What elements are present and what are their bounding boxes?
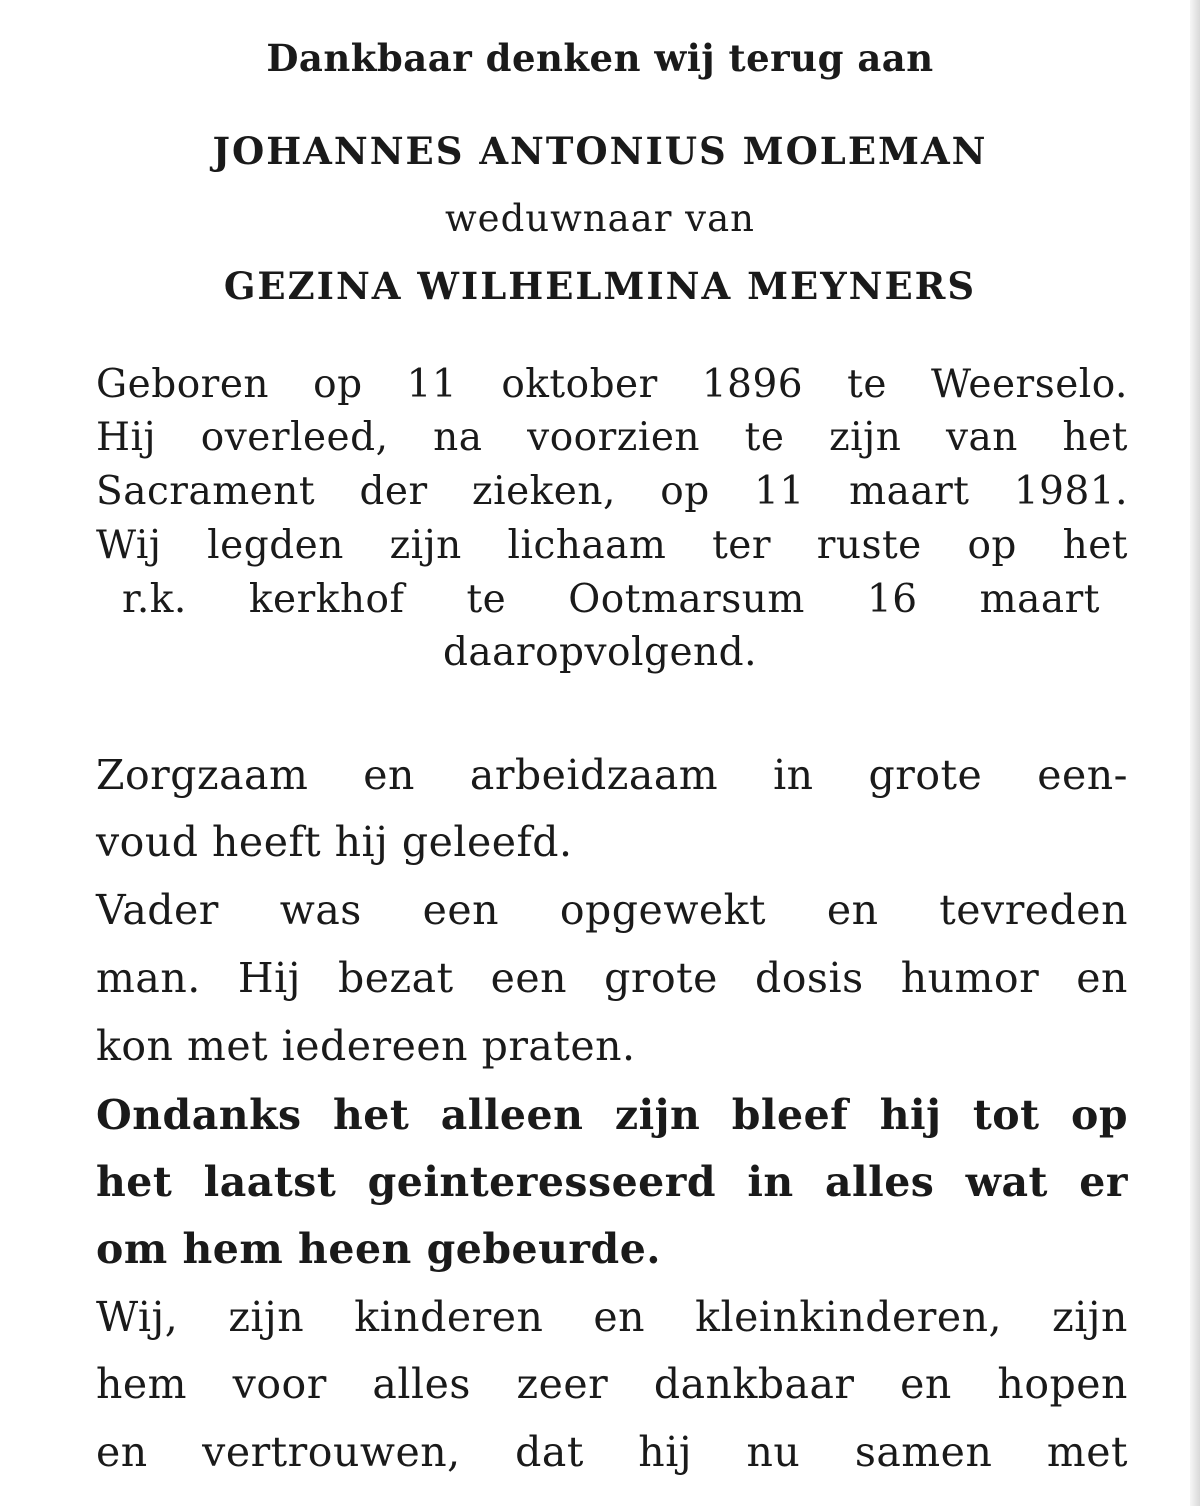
word: alles: [824, 1158, 935, 1206]
word: bleef: [731, 1091, 849, 1139]
word: en: [826, 886, 879, 934]
word: oktober: [501, 362, 658, 407]
word: in: [747, 1158, 794, 1206]
word: op: [660, 469, 710, 514]
word: 1896: [701, 362, 804, 407]
card-edge-shadow: [1190, 0, 1200, 1506]
word: en: [900, 1360, 952, 1408]
word: Geboren: [96, 362, 270, 407]
relation-text: weduwnaar van: [445, 197, 755, 240]
bio-line-5: [122, 577, 1100, 622]
word: Sacrament: [96, 469, 316, 514]
bio-line-4: [96, 523, 1128, 568]
word: 11: [754, 469, 805, 514]
word: samen: [854, 1428, 993, 1476]
word: dosis: [755, 954, 864, 1002]
word: maart: [979, 577, 1100, 622]
word: er: [1079, 1158, 1128, 1206]
paragraph-3-line-1: [96, 1091, 1128, 1139]
word: hopen: [997, 1360, 1128, 1408]
word: na: [433, 415, 483, 460]
paragraph-4-line-3: [96, 1428, 1128, 1476]
word: alleen: [440, 1091, 584, 1139]
word: Vader: [96, 886, 219, 934]
word: legden: [207, 523, 344, 568]
word: het: [1062, 523, 1128, 568]
word: hij: [638, 1428, 693, 1476]
word: r.k.: [122, 577, 187, 622]
word: op: [313, 362, 363, 407]
word: zijn: [389, 523, 462, 568]
word: een: [422, 886, 500, 934]
word: het: [332, 1091, 410, 1139]
word: in: [773, 751, 814, 799]
word: het: [96, 1158, 173, 1206]
word: en: [593, 1293, 646, 1341]
word: tot: [972, 1091, 1040, 1139]
word: bezat: [338, 954, 454, 1002]
word: en: [1076, 954, 1128, 1002]
word: ruste: [816, 523, 922, 568]
bio-line-6: daaropvolgend.: [442, 630, 758, 675]
word: een: [490, 954, 568, 1002]
word: zijn: [1052, 1293, 1128, 1341]
word: te: [847, 362, 887, 407]
word: Wij: [96, 523, 162, 568]
word: was: [279, 886, 362, 934]
word: zijn: [829, 415, 902, 460]
word: grote: [868, 751, 983, 799]
word: maart: [849, 469, 970, 514]
word: hij: [879, 1091, 942, 1139]
paragraph-2-line-3: kon met iedereen praten.: [96, 1022, 636, 1070]
paragraph-2-line-2: [96, 954, 1128, 1002]
word: 1981.: [1013, 469, 1128, 514]
bio-line-1: [96, 362, 1128, 407]
word: Hij: [237, 954, 301, 1002]
bio-line-3: [96, 469, 1128, 514]
word: wat: [965, 1158, 1048, 1206]
word: vertrouwen,: [202, 1428, 461, 1476]
word: Ondanks: [96, 1091, 302, 1139]
word: en: [96, 1428, 148, 1476]
word: kinderen: [354, 1293, 544, 1341]
word: ter: [712, 523, 771, 568]
word: te: [466, 577, 507, 622]
word: Zorgzaam: [96, 751, 309, 799]
word: arbeidzaam: [469, 751, 719, 799]
word: voor: [232, 1360, 327, 1408]
word: zijn: [228, 1293, 305, 1341]
word: geinteresseerd: [367, 1158, 717, 1206]
word: en: [363, 751, 415, 799]
word: Wij,: [96, 1293, 179, 1341]
spouse-name: GEZINA WILHELMINA MEYNERS: [223, 264, 977, 308]
paragraph-4-line-1: [96, 1293, 1128, 1341]
word: hem: [96, 1360, 188, 1408]
word: dankbaar: [653, 1360, 855, 1408]
word: tevreden: [939, 886, 1128, 934]
word: alles: [372, 1360, 471, 1408]
card-heading: Dankbaar denken wij terug aan: [266, 36, 934, 80]
word: der: [359, 469, 428, 514]
paragraph-3-line-2: [96, 1158, 1128, 1206]
word: zeer: [516, 1360, 609, 1408]
word: grote: [604, 954, 718, 1002]
word: zieken,: [472, 469, 616, 514]
word: kerkhof: [248, 577, 405, 622]
word: op: [1070, 1091, 1128, 1139]
word: nu: [746, 1428, 801, 1476]
paragraph-1-line-2: voud heeft hij geleefd.: [96, 818, 573, 866]
word: laatst: [203, 1158, 337, 1206]
word: dat: [515, 1428, 584, 1476]
word: Hij: [96, 415, 157, 460]
word: voorzien: [527, 415, 701, 460]
paragraph-1-line-1: [96, 751, 1128, 799]
word: 11: [406, 362, 458, 407]
word: met: [1046, 1428, 1128, 1476]
paragraph-4-line-2: [96, 1360, 1128, 1408]
word: zijn: [614, 1091, 701, 1139]
word: 16: [866, 577, 918, 622]
word: Weerselo.: [930, 362, 1128, 407]
word: lichaam: [507, 523, 667, 568]
deceased-name: JOHANNES ANTONIUS MOLEMAN: [212, 129, 988, 173]
word: op: [967, 523, 1017, 568]
word: man.: [96, 954, 201, 1002]
word: te: [744, 415, 785, 460]
paragraph-2-line-1: [96, 886, 1128, 934]
word: humor: [900, 954, 1040, 1002]
word: van: [945, 415, 1018, 460]
paragraph-3-line-3: om hem heen gebeurde.: [96, 1225, 662, 1273]
word: het: [1062, 415, 1128, 460]
word: kleinkinderen,: [695, 1293, 1003, 1341]
bio-line-2: [96, 415, 1128, 460]
word: Ootmarsum: [568, 577, 805, 622]
word: een-: [1037, 751, 1128, 799]
word: opgewekt: [559, 886, 766, 934]
word: overleed,: [200, 415, 389, 460]
